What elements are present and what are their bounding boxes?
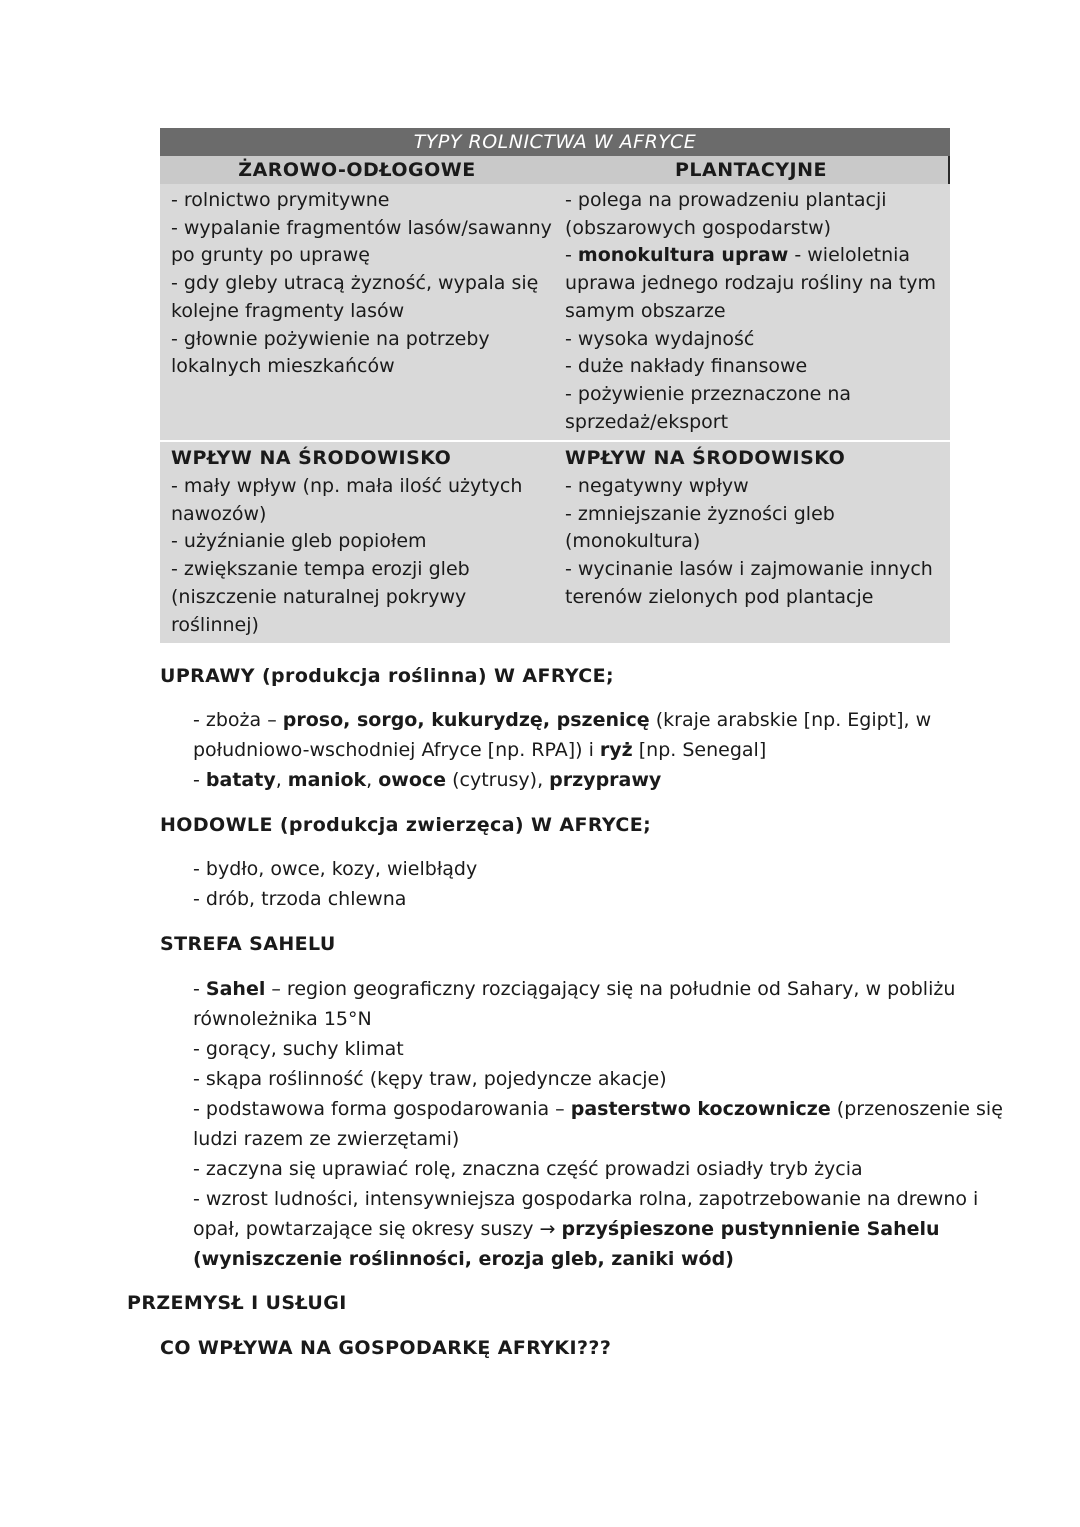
impact-heading: WPŁYW NA ŚRODOWISKO [565, 447, 846, 470]
text-line: - drób, trzoda chlewna [193, 888, 407, 910]
table-header-row [160, 156, 950, 184]
text-line: - gdy gleby utracą żyzność, wypala się [171, 272, 539, 295]
text-part: - podstawowa forma gospodarowania – [193, 1098, 571, 1120]
heading-industry-services: PRZEMYSŁ I USŁUGI [127, 1292, 347, 1314]
text-line: (monokultura) [565, 530, 701, 553]
text-line: - użyźnianie gleb popiołem [171, 530, 427, 553]
text-line: ludzi razem ze zwierzętami) [193, 1128, 460, 1150]
text-line: - polega na prowadzeniu plantacji [565, 189, 887, 211]
text-part: (przenoszenie się [830, 1098, 1003, 1120]
text-line: - mały wpływ (np. mała ilość użytych [171, 475, 523, 498]
text-line: lokalnych mieszkańców [171, 355, 395, 378]
text-line: - negatywny wpływ [565, 475, 749, 498]
text-part: - zboża – [193, 709, 283, 731]
text-line [193, 1094, 1003, 1124]
table-title: TYPY ROLNICTWA W AFRYCE [160, 128, 950, 156]
sahel-list [193, 974, 1003, 1274]
column-head-plantation: PLANTACYJNE [675, 159, 827, 181]
text-line: - wypalanie fragmentów lasów/sawanny [171, 216, 552, 239]
heading-crops: UPRAWY (produkcja roślinna) W AFRYCE; [160, 665, 615, 687]
table-row-environment-impact [160, 440, 950, 643]
text-line: kolejne fragmenty lasów [171, 299, 405, 322]
bold-term: (wyniszczenie roślinności, erozja gleb, zaniki wód) [193, 1248, 734, 1270]
text-line: nawozów) [171, 502, 267, 525]
text-line: (niszczenie naturalnej pokrywy [171, 585, 467, 608]
text-line: - wzrost ludności, intensywniejsza gospodarka rolna, zapotrzebowanie na drewno i [193, 1188, 979, 1210]
text-line: - głownie pożywienie na potrzeby [171, 327, 490, 350]
bold-term: owoce [378, 769, 447, 791]
text-line [193, 974, 1003, 1004]
text-line: - zaczyna się uprawiać rolę, znaczna część prowadzi osiadły tryb życia [193, 1158, 863, 1180]
text-line: - bydło, owce, kozy, wielbłądy [193, 858, 478, 880]
cell-plantation-impact [555, 442, 950, 643]
bold-term: ryż [599, 739, 633, 761]
text-line [193, 1214, 1003, 1244]
heading-sahel: STREFA SAHELU [160, 933, 336, 955]
text-part: - wieloletnia [788, 244, 911, 267]
text-line: - wycinanie lasów i zajmowanie innych [565, 558, 933, 581]
text-line: równoleżnika 15°N [193, 1008, 372, 1030]
text-line [193, 1244, 1003, 1274]
text-line: uprawa jednego rodzaju rośliny na tym [565, 272, 937, 295]
text-part: (cytrusy), [446, 769, 550, 791]
text-part: [np. Senegal] [632, 739, 767, 761]
cell-slash-and-burn-impact [160, 442, 555, 643]
bold-term: przyśpieszone pustynnienie Sahelu [561, 1218, 940, 1240]
impact-heading: WPŁYW NA ŚRODOWISKO [171, 447, 452, 470]
text-line: po grunty po uprawę [171, 244, 370, 267]
bold-term: bataty [205, 769, 276, 791]
text-line: - zwiększanie tempa erozji gleb [171, 558, 470, 581]
bold-term: maniok [287, 769, 367, 791]
text-line: - zmniejszanie żyzności gleb [565, 502, 835, 525]
text-line: - skąpa roślinność (kępy traw, pojedyncze akacje) [193, 1068, 667, 1090]
cell-plantation-description [555, 184, 950, 440]
heading-economy-question: CO WPŁYWA NA GOSPODARKĘ AFRYKI??? [160, 1337, 612, 1359]
bold-term: Sahel [205, 978, 266, 1000]
text-part: (kraje arabskie [np. Egipt], w [649, 709, 932, 731]
text-line: - pożywienie przeznaczone na [565, 382, 852, 405]
text-part: , [366, 769, 379, 791]
text-part: południowo-wschodniej Afryce [np. RPA]) i [193, 739, 600, 761]
text-part: , [275, 769, 288, 791]
text-line [193, 765, 931, 795]
bold-term: proso, sorgo, kukurydzę, pszenicę [282, 709, 650, 731]
column-head-slash-and-burn: ŻAROWO-ODŁOGOWE [238, 159, 476, 181]
monoculture-term: monokultura upraw [577, 244, 789, 267]
text-line: - gorący, suchy klimat [193, 1038, 404, 1060]
text-line [565, 242, 940, 270]
agriculture-types-table [160, 128, 950, 643]
text-line: - wysoka wydajność [565, 327, 755, 350]
cell-slash-and-burn-description [160, 184, 555, 440]
crops-list [193, 705, 931, 795]
text-line: - duże nakłady finansowe [565, 355, 808, 378]
text-line [193, 705, 931, 735]
table-row-description [160, 184, 950, 440]
text-part: opał, powtarzające się okresy suszy → [193, 1218, 562, 1240]
bold-term: przyprawy [549, 769, 662, 791]
text-part: - [565, 244, 578, 267]
text-line: roślinnej) [171, 613, 259, 636]
text-line: terenów zielonych pod plantacje [565, 585, 874, 608]
text-part: – region geograficzny rozciągający się na południe od Sahary, w pobliżu [265, 978, 956, 1000]
text-line: sprzedaż/eksport [565, 410, 729, 433]
text-line: samym obszarze [565, 299, 726, 322]
text-line [193, 735, 931, 765]
text-line: (obszarowych gospodarstw) [565, 216, 832, 239]
text-part: - [193, 978, 206, 1000]
bold-term: pasterstwo koczownicze [570, 1098, 831, 1120]
text-line: - rolnictwo prymitywne [171, 189, 390, 211]
text-part: - [193, 769, 206, 791]
heading-livestock: HODOWLE (produkcja zwierzęca) W AFRYCE; [160, 814, 652, 836]
livestock-list [193, 854, 477, 914]
